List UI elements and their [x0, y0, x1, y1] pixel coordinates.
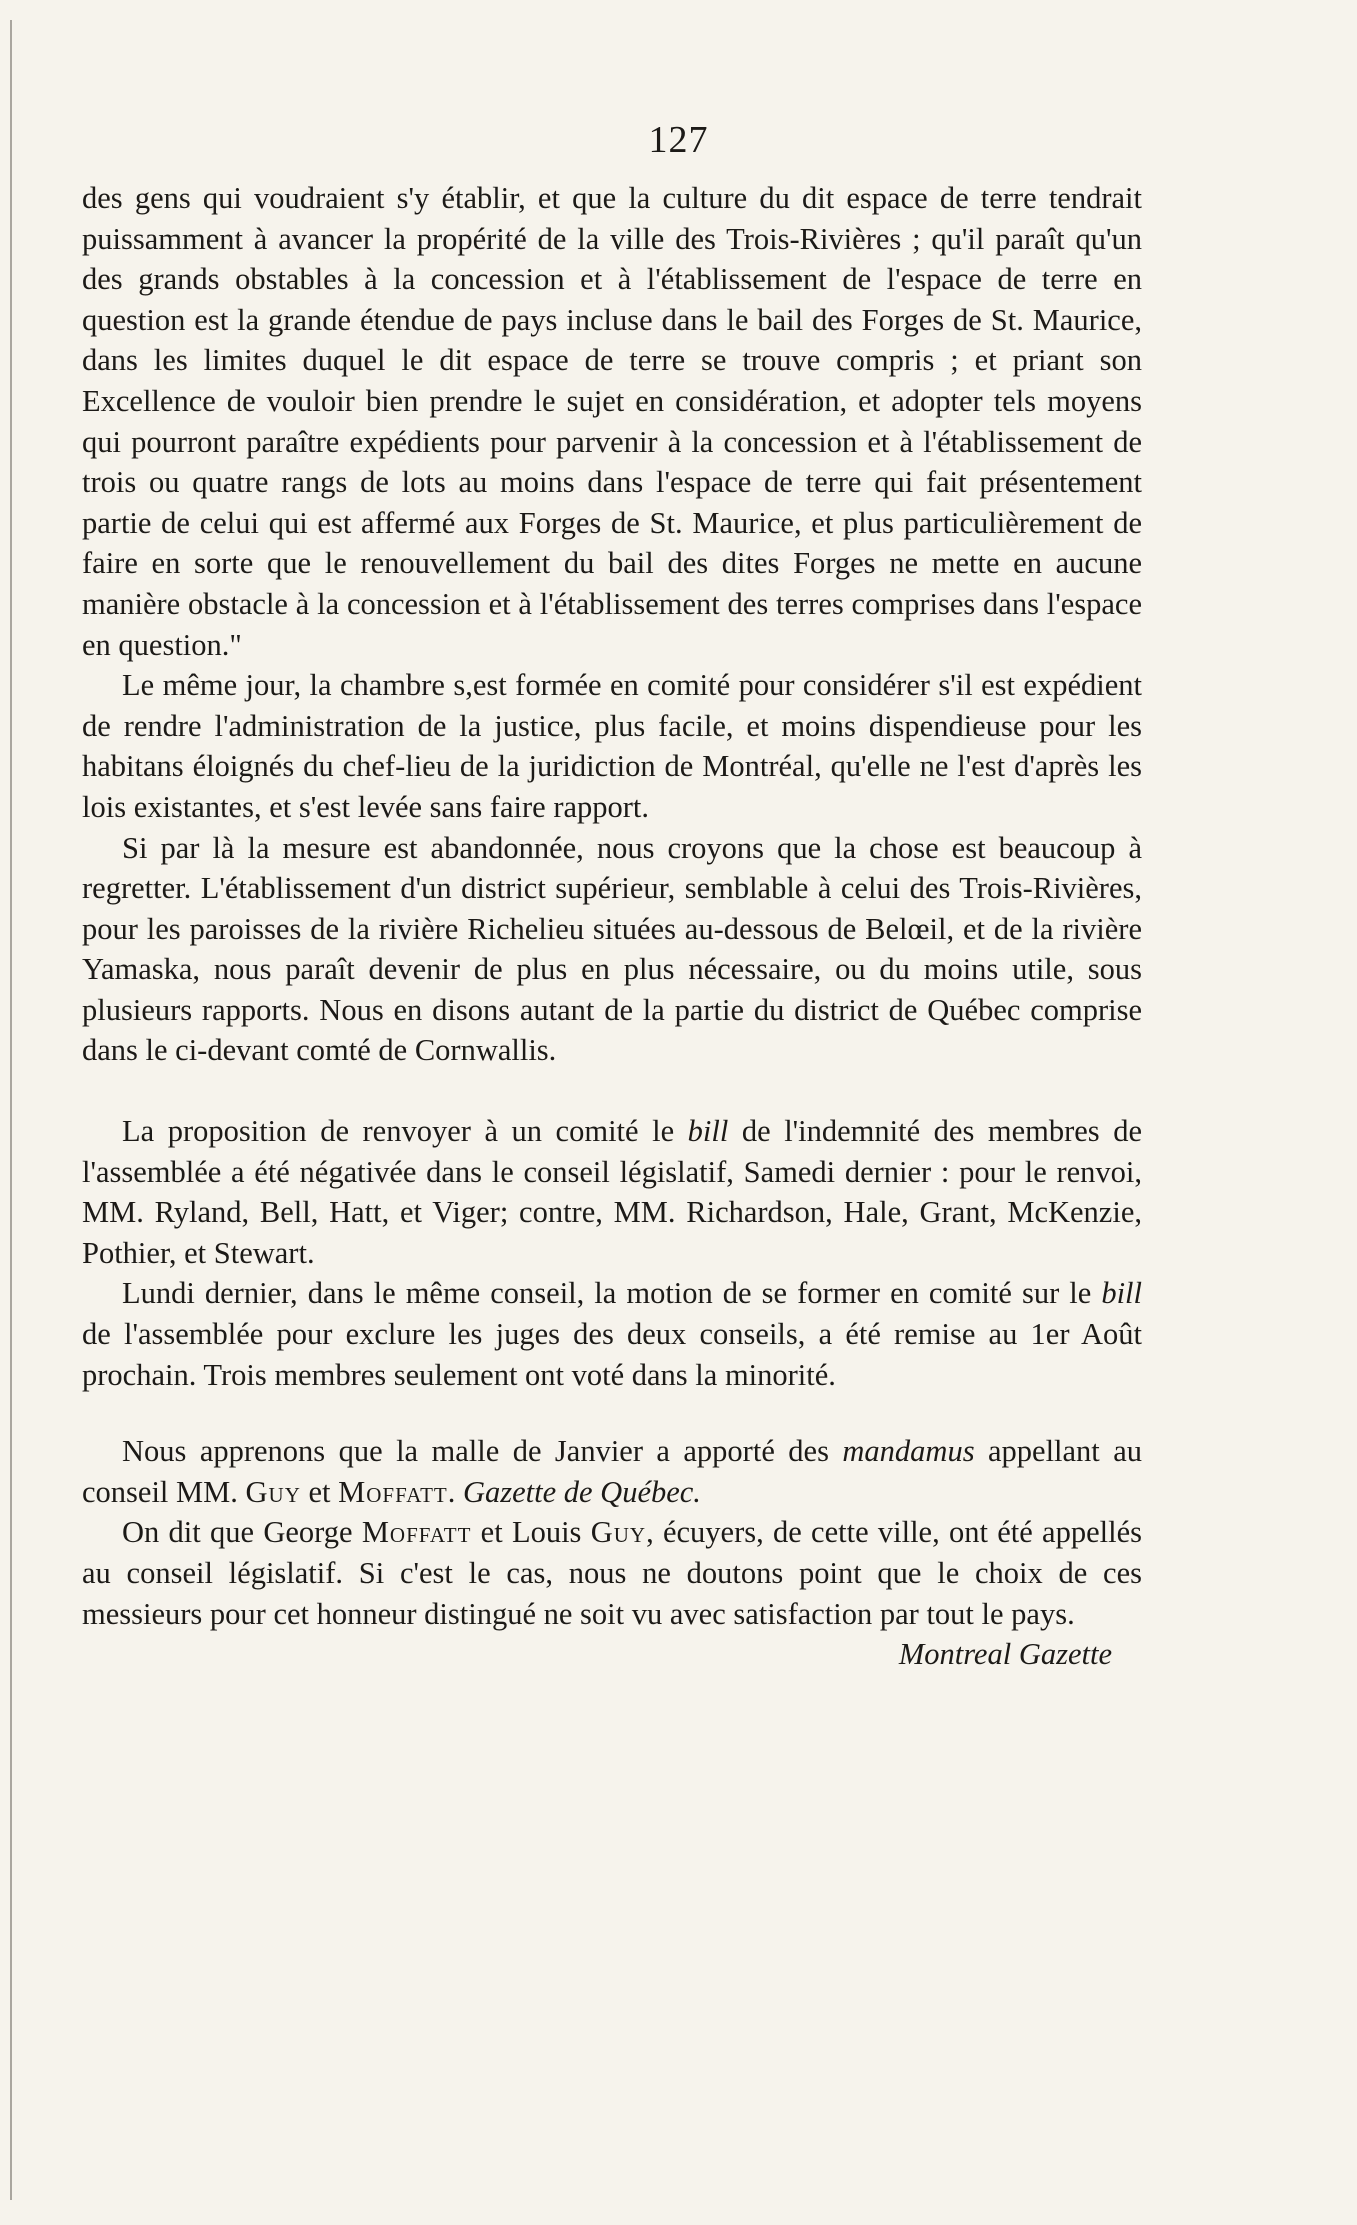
signature-source: Montreal Gazette [898, 1637, 1112, 1672]
text-run: Nous apprenons que la malle de Janvier a apporté des [122, 1434, 843, 1469]
smallcaps-name: Moffatt [338, 1474, 448, 1509]
text-run: Lundi dernier, dans le même conseil, la motion de se former en comité sur le [122, 1276, 1102, 1311]
paragraph-judges-bill [82, 1273, 1142, 1395]
paragraph-petition-end: des gens qui voudraient s'y établir, et que la culture du dit espace de terre tendrait puissamment à avancer la propérité de la ville des Trois-Rivières ; qu'il paraît qu'un des grands obstables à la concession et à l'établissement de l'espace de terre en question est la grande étendue de pays incluse dans le bail des Forges de St. Maurice, dans les limites duquel le dit espace de terre se trouve compris ; et priant son Excellence de vouloir bien prendre le sujet en considération, et adopter tels moyens qui pourront paraître expédients pour parvenir à la concession et à l'établissement de trois ou quatre rangs de lots au moins dans l'espace de terre qui fait présentement partie de celui qui est affermé aux Forges de St. Maurice, et plus particulièrement de faire en sorte que le renouvellement du bail des dites Forges ne mette en aucune manière obstacle à la concession et à l'établissement des terres comprises dans l'espace en question." [82, 181, 1142, 662]
text-run: La proposition de renvoyer à un comité le [122, 1114, 688, 1149]
article-text [82, 178, 1142, 1675]
italic-run: bill [1101, 1276, 1142, 1311]
source-citation: Gazette de Québec. [462, 1474, 701, 1509]
text-run: On dit que George [122, 1515, 362, 1550]
text-run: et [300, 1474, 339, 1509]
page-edge-line [10, 20, 12, 2200]
text-run: et Louis [471, 1515, 591, 1550]
paragraph-mandamus [82, 1431, 1142, 1512]
paragraph-committee-justice: Le même jour, la chambre s,est formée en comité pour considérer s'il est expédient de rendre l'administration de la justice, plus facile, et moins dispendieuse pour les habitans éloignés du chef-lieu de la juridiction de Montréal, qu'elle ne l'est d'après les lois existantes, et s'est levée sans faire rapport. [82, 668, 1142, 824]
paragraph-district-opinion: Si par là la mesure est abandonnée, nous croyons que la chose est beaucoup à regretter. L'établissement d'un district supérieur, semblable à celui des Trois-Rivières, pour les paroisses de la rivière Richelieu situées au-dessous de Belœil, et de la rivière Yamaska, nous paraît devenir de plus en plus nécessaire, ou du moins utile, sous plusieurs rapports. Nous en disons autant de la partie du district de Québec comprise dans le ci-devant comté de Cornwallis. [82, 830, 1142, 1068]
italic-run: mandamus [842, 1434, 975, 1469]
text-run: de l'indemnité des membres de l'assemblée a été négativée dans le conseil législatif, Samedi dernier : pour le renvoi, MM. Ryland, Bell, Hatt, et Viger; contre, MM. Richardson, Hale, Grant, McKenzie, Pothier, et Stewart. [82, 1114, 1142, 1270]
paragraph-appointments [82, 1512, 1142, 1634]
text-run: de l'assemblée pour exclure les juges des deux conseils, a été remise au 1er Août prochain. Trois membres seulement ont voté dans la minorité. [82, 1317, 1142, 1392]
italic-run: bill [687, 1114, 729, 1149]
text-run: appellant au conseil MM. [82, 1434, 1142, 1509]
smallcaps-name: Guy [590, 1515, 647, 1550]
smallcaps-name: Guy [245, 1474, 301, 1509]
paragraph-indemnity-bill [82, 1111, 1142, 1273]
page-number: 127 [648, 119, 709, 161]
text-run: , écuyers, de cette ville, ont été appellés au conseil législatif. Si c'est le cas, nous ne doutons point que le choix de ces messieurs pour cet honneur distingué ne soit vu avec satisfaction par tout le pays. [82, 1515, 1142, 1631]
text-run: . [447, 1474, 463, 1509]
smallcaps-name: Moffatt [361, 1515, 472, 1550]
